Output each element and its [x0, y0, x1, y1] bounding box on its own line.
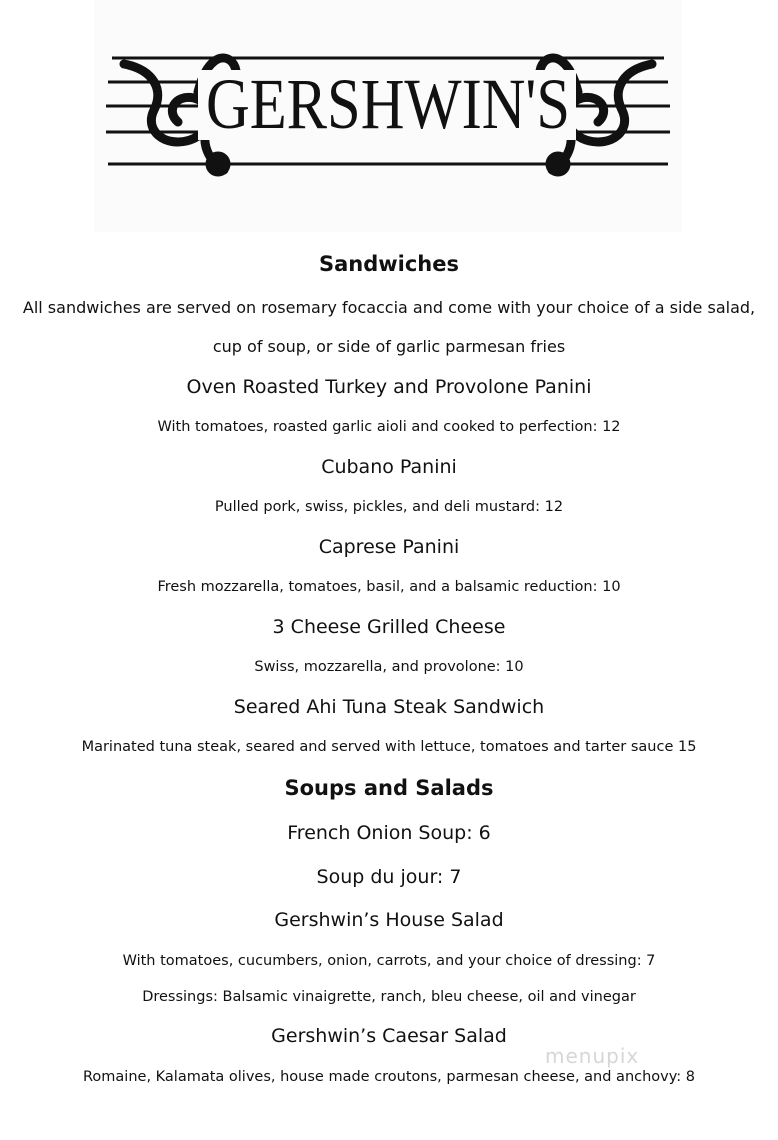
logo-text: GERSHWIN'S — [206, 64, 570, 144]
sandwiches-heading: Sandwiches — [318, 252, 460, 276]
soups-salads-heading: Soups and Salads — [284, 776, 494, 800]
menu-item-name: Oven Roasted Turkey and Provolone Panini — [186, 376, 592, 398]
menu-item-description: Swiss, mozzarella, and provolone: 10 — [254, 659, 524, 675]
menu-item-description: With tomatoes, roasted garlic aioli and cooked to perfection: 12 — [157, 419, 621, 435]
menu-item-description: Pulled pork, swiss, pickles, and deli mustard: 12 — [214, 499, 564, 515]
gershwins-logo — [94, 0, 682, 232]
menu-item-name: Soup du jour: 7 — [316, 866, 462, 888]
menu-item-name: Gershwin’s Caesar Salad — [271, 1025, 507, 1047]
menu-item-name: French Onion Soup: 6 — [287, 822, 491, 844]
menu-item-name: 3 Cheese Grilled Cheese — [272, 616, 506, 638]
sandwiches-intro-line1: All sandwiches are served on rosemary focaccia and come with your choice of a side salad, — [22, 298, 756, 317]
menu-item-description: Dressings: Balsamic vinaigrette, ranch, bleu cheese, oil and vinegar — [142, 989, 636, 1005]
menu-item-description: With tomatoes, cucumbers, onion, carrots, and your choice of dressing: 7 — [122, 953, 656, 969]
menu-item-name: Seared Ahi Tuna Steak Sandwich — [233, 696, 545, 718]
sandwiches-intro-line2: cup of soup, or side of garlic parmesan fries — [212, 337, 566, 356]
menu-item-description: Romaine, Kalamata olives, house made croutons, parmesan cheese, and anchovy: 8 — [83, 1069, 695, 1085]
menu-item-name: Caprese Panini — [318, 536, 460, 558]
menu-item-name: Gershwin’s House Salad — [274, 909, 504, 931]
menupix-watermark: menupix — [545, 1044, 640, 1068]
menu-item-name: Cubano Panini — [321, 456, 457, 478]
menu-item-description: Marinated tuna steak, seared and served with lettuce, tomatoes and tarter sauce 15 — [81, 739, 697, 755]
menu-item-description: Fresh mozzarella, tomatoes, basil, and a balsamic reduction: 10 — [157, 579, 621, 595]
